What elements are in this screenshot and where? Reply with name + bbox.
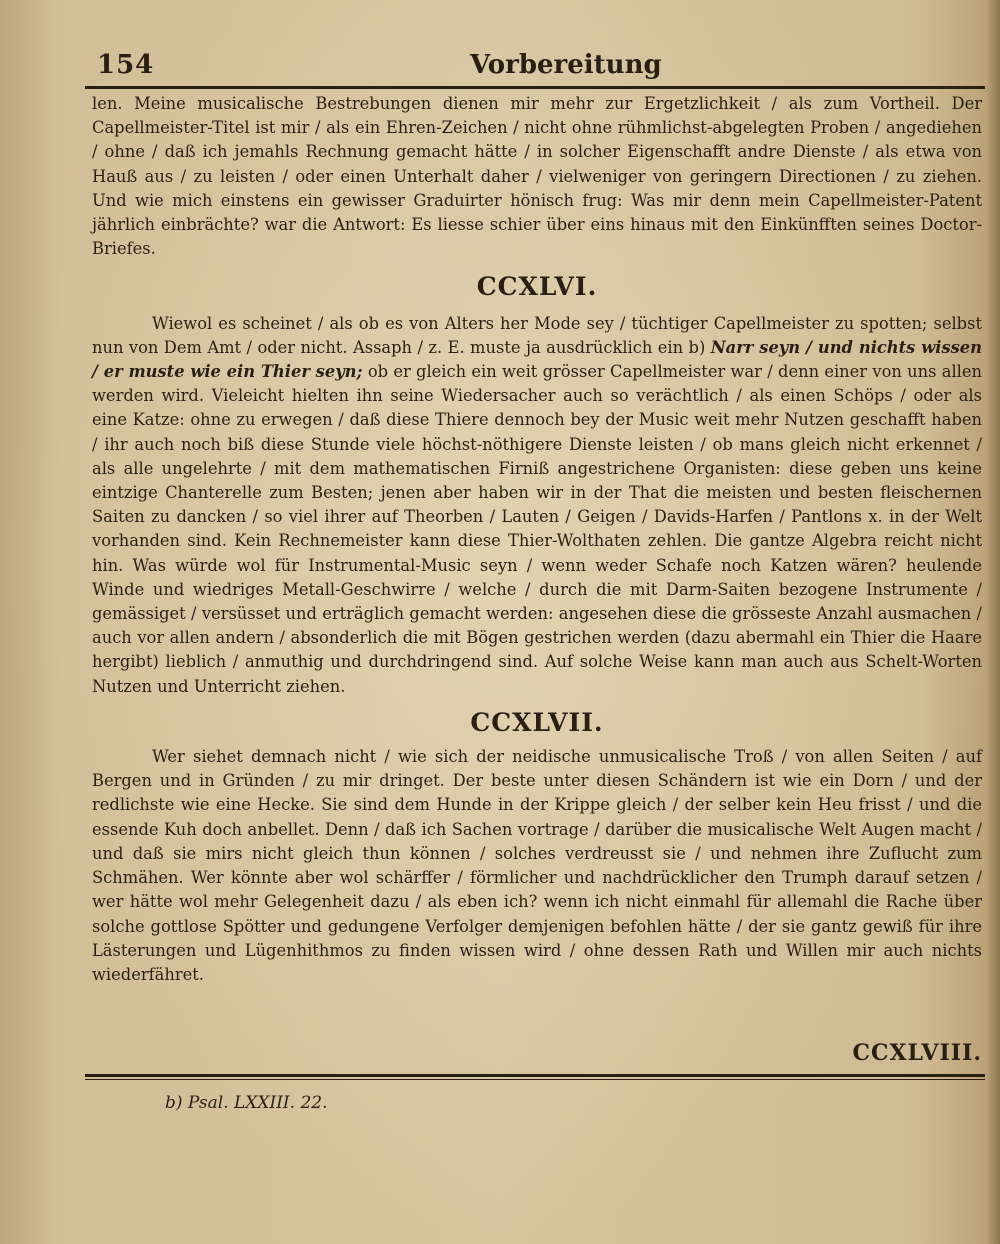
section-heading-ccxlvii: CCXLVII. (470, 707, 604, 737)
paragraph-ccxlvi (92, 312, 982, 699)
footnote-rule-thin (85, 1079, 985, 1080)
paragraph-continued: len. Meine musicalische Bestrebungen dienen mir mehr zur Ergetzlichkeit / als zum Vortheil. Der Capellmeister-Titel ist mir / als ein Ehren-Zeichen / nicht ohne rühmlichst-abgelegten Proben / angediehen / ohne / daß ich jemahls Rechnung gemacht hätte / in solcher Eigenschafft andre Dienste / als etwa von Hauß aus / zu leisten / oder einen Unterhalt daher / vielweniger von geringern Directionen / zu ziehen. Und wie mich einstens ein gewisser Graduirter hönisch frug: Was mir denn mein Capellmeister-Patent jährlich einbrächte? war die Antwort: Es liesse schier über eins hinaus mit den Einkünfften seines Doctor-Briefes. (92, 94, 982, 259)
emphasized-quote: Narr seyn / und nichts wissen / er muste wie ein Thier seyn; (92, 337, 982, 382)
page-body (92, 92, 982, 987)
catchword: CCXLVIII. (852, 1040, 982, 1066)
paragraph-ccxlvi-part-a: Wiewol es scheinet / als ob es von Alters her Mode sey / tüchtiger Capellmeister zu spotten; selbst nun von Dem Amt / oder nicht. Assaph / z. E. muste ja ausdrücklich ein b) (92, 313, 982, 357)
header-rule (85, 86, 985, 89)
page-header (85, 50, 985, 86)
footnote-rule (85, 1074, 985, 1077)
paragraph-ccxlvii: Wer siehet demnach nicht / wie sich der neidische unmusicalische Troß / von allen Seiten / auf Bergen und in Gründen / zu mir dringet. Der beste unter diesen Schändern ist wie ein Dorn / und der redlichste wie eine Hecke. Sie sind dem Hunde in der Krippe gleich / der selber kein Heu frisst / und die essende Kuh doch anbellet. Denn / daß ich Sachen vortrage / darüber die musicalische Welt Augen macht / und daß sie mirs nicht gleich thun können / solches verdreusst sie / und nehmen ihre Zuflucht zum Schmähen. Wer könnte aber wol schärffer / förmlicher und nachdrücklicher den Trumph darauf setzen / wer hätte wol mehr Gelegenheit dazu / als eben ich? wenn ich nicht einmahl für allemahl die Rache über solche gottlose Spötter und gedungene Verfolger demjenigen befohlen hätte / der sie gantz gewiß für ihre Lästerungen und Lügenhithmos zu finden wissen wird / ohne dessen Rath und Willen mir auch nichts wiederfähret. (92, 747, 982, 984)
page-number: 154 (97, 50, 155, 80)
section-heading-ccxlvi: CCXLVI. (476, 272, 598, 302)
paragraph-ccxlvi-part-b: ob er gleich ein weit grösser Capellmeister war / denn einer von uns allen werden wird. Vieleicht hielten ihn seine Wiedersacher auch so verächtlich / als einen Schöps / oder als eine Katze: ohne zu erwegen / daß diese Thiere dennoch bey der Music weit mehr Nutzen geschafft haben / ihr auch noch biß diese Stunde viele höchst-nöthigere Dienste leisten / ob mans gleich nicht erkennet / als alle ungelehrte / mit dem mathematischen Firniß angestrichene Organisten: diese geben uns keine eintzige Chanterelle zum Besten; jenen aber haben wir in der That die meisten und besten fleischernen Saiten zu dancken / so viel ihrer auf Theorben / Lauten / Geigen / Davids-Harfen / Pantlons x. in der Welt vorhanden sind. Kein Rechnemeister kann diese Thier-Wolthaten zehlen. Die gantze Algebra reicht nicht hin. Was würde wol für Instrumental-Music seyn / wenn weder Schafe noch Katzen wären? heulende Winde und wiedriges Metall-Geschwirre / welche / durch die mit Darm-Saiten bezogene Instrumente / gemässiget / versüsset und erträglich gemacht werden: angesehen diese die grösseste Anzahl ausmachen / auch vor allen andern / absonderlich die mit Bögen gestrichen werden (dazu abermahl ein Thier die Haare hergibt) lieblich / anmuthig und durchdringend sind. Auf solche Weise kann man auch aus Schelt-Worten Nutzen und Unterricht ziehen. (92, 362, 982, 696)
page-edge-shadow (986, 0, 1000, 1244)
running-title: Vorbereitung (470, 50, 662, 80)
footnote: b) Psal. LXXIII. 22. (165, 1093, 328, 1113)
